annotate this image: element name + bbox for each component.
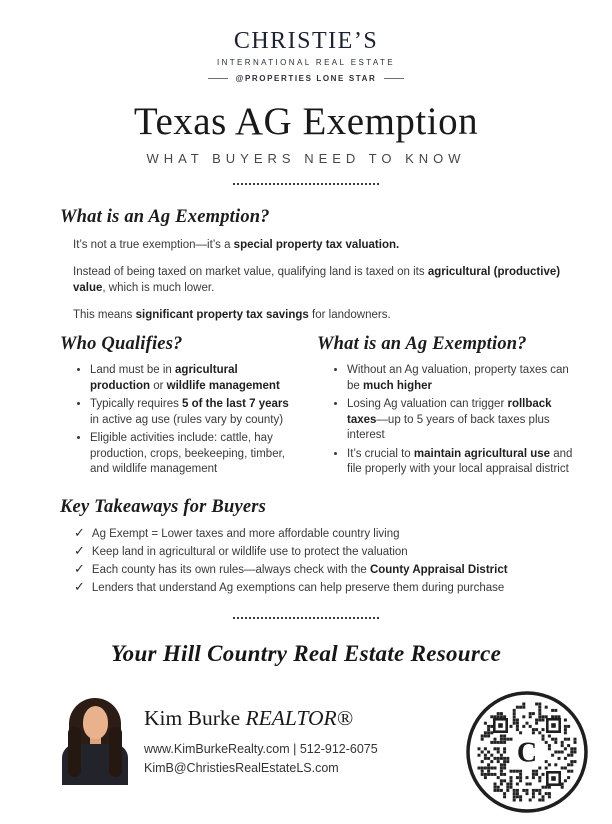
dotted-divider-top: [233, 183, 379, 185]
brand-name: CHRISTIE’S: [233, 28, 379, 54]
bullet-item: • Typically requires 5 of the last 7 years in active ag use (rules vary by county): [90, 397, 300, 428]
two-column-section: [60, 334, 584, 481]
bullet-item: • Without an Ag valuation, property taxes can be much higher: [347, 363, 582, 394]
qr-code-svg: [460, 685, 594, 819]
agent-contact: [144, 740, 378, 778]
agent-phone: 512-912-6075: [299, 742, 378, 757]
qr-code: [460, 685, 594, 824]
resource-banner: Your Hill Country Real Estate Resource: [110, 641, 502, 667]
checkmark-icon: ✓: [74, 579, 85, 595]
brand-tagline: @PROPERTIES LONE STAR: [235, 74, 377, 83]
brand-tagline-row: [0, 74, 612, 83]
bullet-item: • Eligible activities include: cattle, hay production, crops, beekeeping, timber, and wildlife management: [90, 431, 300, 478]
section-heading: Who Qualifies?: [60, 334, 183, 355]
bullet-item: • Losing Ag valuation can trigger rollback taxes—up to 5 years of back taxes plus interest: [347, 397, 582, 444]
tagline-dash-left: [208, 78, 228, 79]
agent-web-phone-line: [144, 740, 378, 759]
page-title: Texas AG Exemption: [133, 100, 479, 143]
checklist-item: ✓ Lenders that understand Ag exemptions can help preserve them during purchase: [74, 579, 505, 595]
svg-text:C: C: [516, 737, 538, 769]
avatar-hair-strand: [68, 727, 81, 777]
agent-website: www.KimBurkeRealty.com: [144, 742, 290, 757]
agent-designation: REALTOR®: [245, 706, 354, 731]
brand-subtitle: INTERNATIONAL REAL ESTATE: [216, 58, 396, 67]
page-subtitle: WHAT BUYERS NEED TO KNOW: [146, 151, 466, 166]
column-why-it-matters: [317, 334, 582, 481]
checkmark-icon: ✓: [74, 561, 85, 577]
agent-name: Kim Burke: [144, 706, 241, 731]
checklist: [74, 525, 582, 595]
avatar-face: [83, 706, 108, 739]
checklist-item: ✓ Keep land in agricultural or wildlife use to protect the valuation: [74, 543, 408, 558]
bullet-item: • Land must be in agricultural production or wildlife management: [90, 363, 300, 394]
brand-logo: [0, 28, 612, 83]
agent-photo: [62, 697, 128, 785]
section-heading: What is an Ag Exemption?: [317, 334, 527, 355]
avatar-hair-strand: [109, 727, 122, 777]
contact-separator: |: [293, 742, 297, 757]
intro-paragraph: Instead of being taxed on market value, qualifying land is taxed on its agricultural (productive) value, which is much lower.: [73, 266, 561, 295]
intro-paragraphs: [73, 237, 564, 323]
agent-email: KimB@ChristiesRealEstateLS.com: [144, 760, 339, 775]
checkmark-icon: ✓: [74, 543, 85, 558]
bullet-list: [60, 363, 300, 478]
bullet-list: [317, 363, 582, 478]
checklist-item: ✓ Ag Exempt = Lower taxes and more affordable country living: [74, 524, 400, 540]
section-heading: Key Takeaways for Buyers: [60, 496, 267, 517]
agent-info: [144, 697, 378, 778]
checklist-item: ✓ Each county has its own rules—always check with the County Appraisal District: [74, 561, 508, 577]
footer: [62, 697, 594, 824]
section-heading: What is an Ag Exemption?: [60, 207, 270, 227]
checkmark-icon: ✓: [74, 524, 85, 540]
intro-paragraph: This means significant property tax savings for landowners.: [73, 309, 391, 322]
section-what-is-ag-exemption: [60, 207, 564, 323]
agent-name-line: [144, 706, 378, 731]
tagline-dash-right: [384, 78, 404, 79]
bullet-item: • It’s crucial to maintain agricultural use and file properly with your local appraisal district: [347, 447, 582, 478]
dotted-divider-bottom: [233, 617, 379, 619]
section-key-takeaways: [60, 497, 582, 595]
intro-paragraph: It’s not a true exemption—it’s a special property tax valuation.: [73, 239, 400, 251]
column-who-qualifies: [60, 334, 300, 481]
